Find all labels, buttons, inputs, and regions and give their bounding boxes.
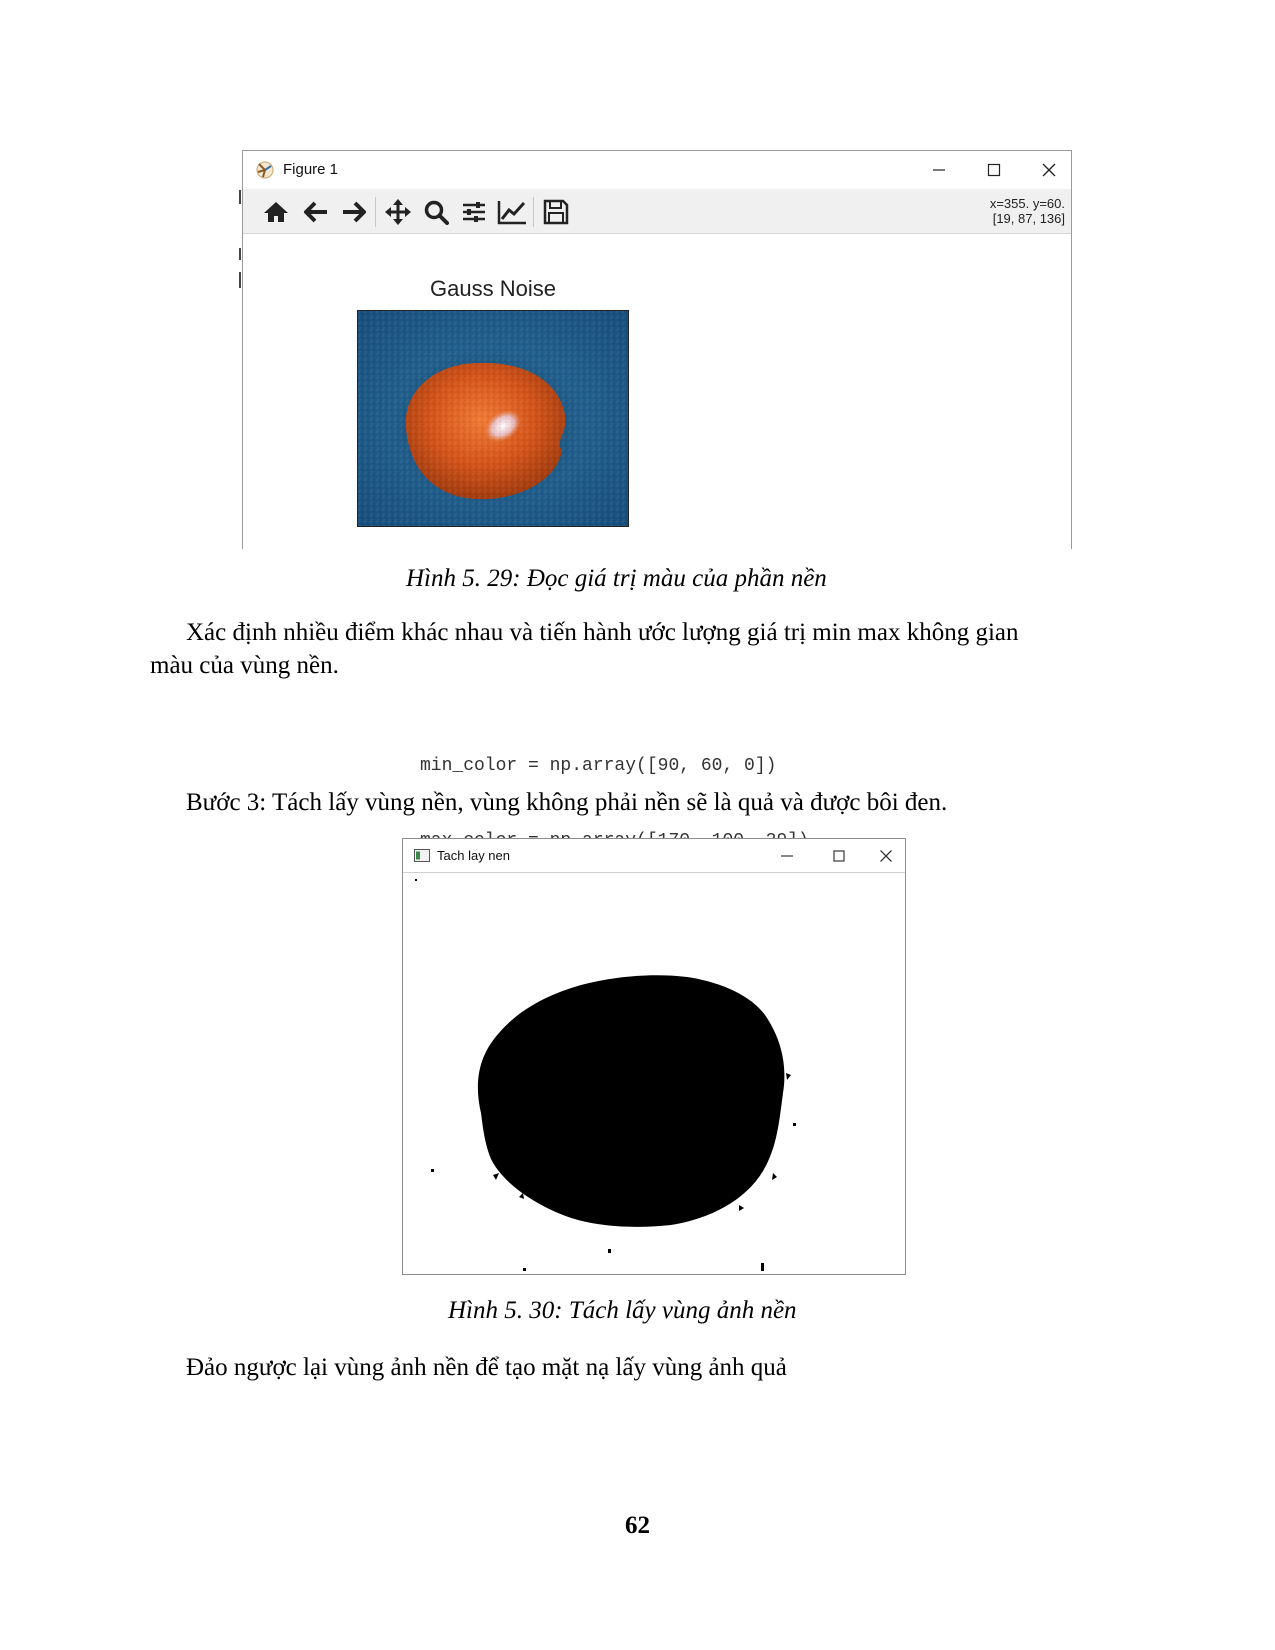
mask-window-titlebar [403,839,905,873]
matplotlib-toolbar [243,189,1071,234]
cursor-coordinates [990,196,1065,226]
paragraph-invert-mask: Đảo ngược lại vùng ảnh nền để tạo mặt nạ lấy vùng ảnh quả [186,1354,787,1381]
code-line-min-color: min_color = np.array([90, 60, 0]) [420,756,777,776]
maximize-icon [987,163,1001,177]
margin-marker [239,190,241,204]
paragraph-step-3: Bước 3: Tách lấy vùng nền, vùng không phải nền sẽ là quả và được bôi đen. [186,789,948,816]
edit-curves-button[interactable] [497,198,527,226]
toolbar-separator [533,197,534,227]
figure-canvas[interactable] [243,234,1071,549]
tomato-noisy-image [357,310,629,527]
forward-button[interactable] [339,198,369,226]
toolbar-separator [375,197,376,227]
back-button[interactable] [301,198,331,226]
figure-caption-5-30: Hình 5. 30: Tách lấy vùng ảnh nền [448,1297,797,1324]
figure-window [242,150,1072,549]
close-icon [1042,163,1056,177]
figure-window-title: Figure 1 [283,161,339,178]
margin-marker [239,272,241,288]
pan-icon [384,198,412,226]
configure-icon [461,200,487,224]
forward-icon [341,200,367,224]
minimize-icon [932,163,946,177]
pixel-value-readout: [19, 87, 136] [992,211,1065,226]
mask-window-title: Tach lay nen [437,848,510,863]
minimize-icon [781,850,793,862]
maximize-button[interactable] [819,839,859,872]
close-button[interactable] [1027,151,1071,189]
close-button[interactable] [866,839,906,872]
maximize-button[interactable] [972,151,1016,189]
minimize-button[interactable] [767,839,807,872]
home-icon [263,200,289,224]
save-icon [543,199,569,225]
configure-subplots-button[interactable] [459,198,489,226]
edit-curve-icon [497,199,527,225]
back-icon [303,200,329,224]
maximize-icon [833,850,845,862]
background-mask-image [403,873,905,1274]
cursor-position-readout: x=355. y=60. [989,196,1065,211]
page-number: 62 [625,1512,650,1539]
minimize-button[interactable] [917,151,961,189]
zoom-icon [423,199,449,225]
plot-title: Gauss Noise [430,276,556,301]
mask-window [402,838,906,1275]
paragraph-line: màu của vùng nền. [150,652,339,679]
figure-caption-5-29: Hình 5. 29: Đọc giá trị màu của phần nền [406,565,827,592]
window-app-icon [414,849,430,862]
zoom-button[interactable] [421,198,451,226]
figure-titlebar [243,151,1071,189]
matplotlib-app-icon [255,160,275,180]
pan-button[interactable] [383,198,413,226]
close-icon [880,850,892,862]
margin-marker [239,248,241,260]
home-button[interactable] [261,198,291,226]
paragraph-line: Xác định nhiều điểm khác nhau và tiến hành ước lượng giá trị min max không gian [186,619,1019,646]
save-button[interactable] [541,198,571,226]
